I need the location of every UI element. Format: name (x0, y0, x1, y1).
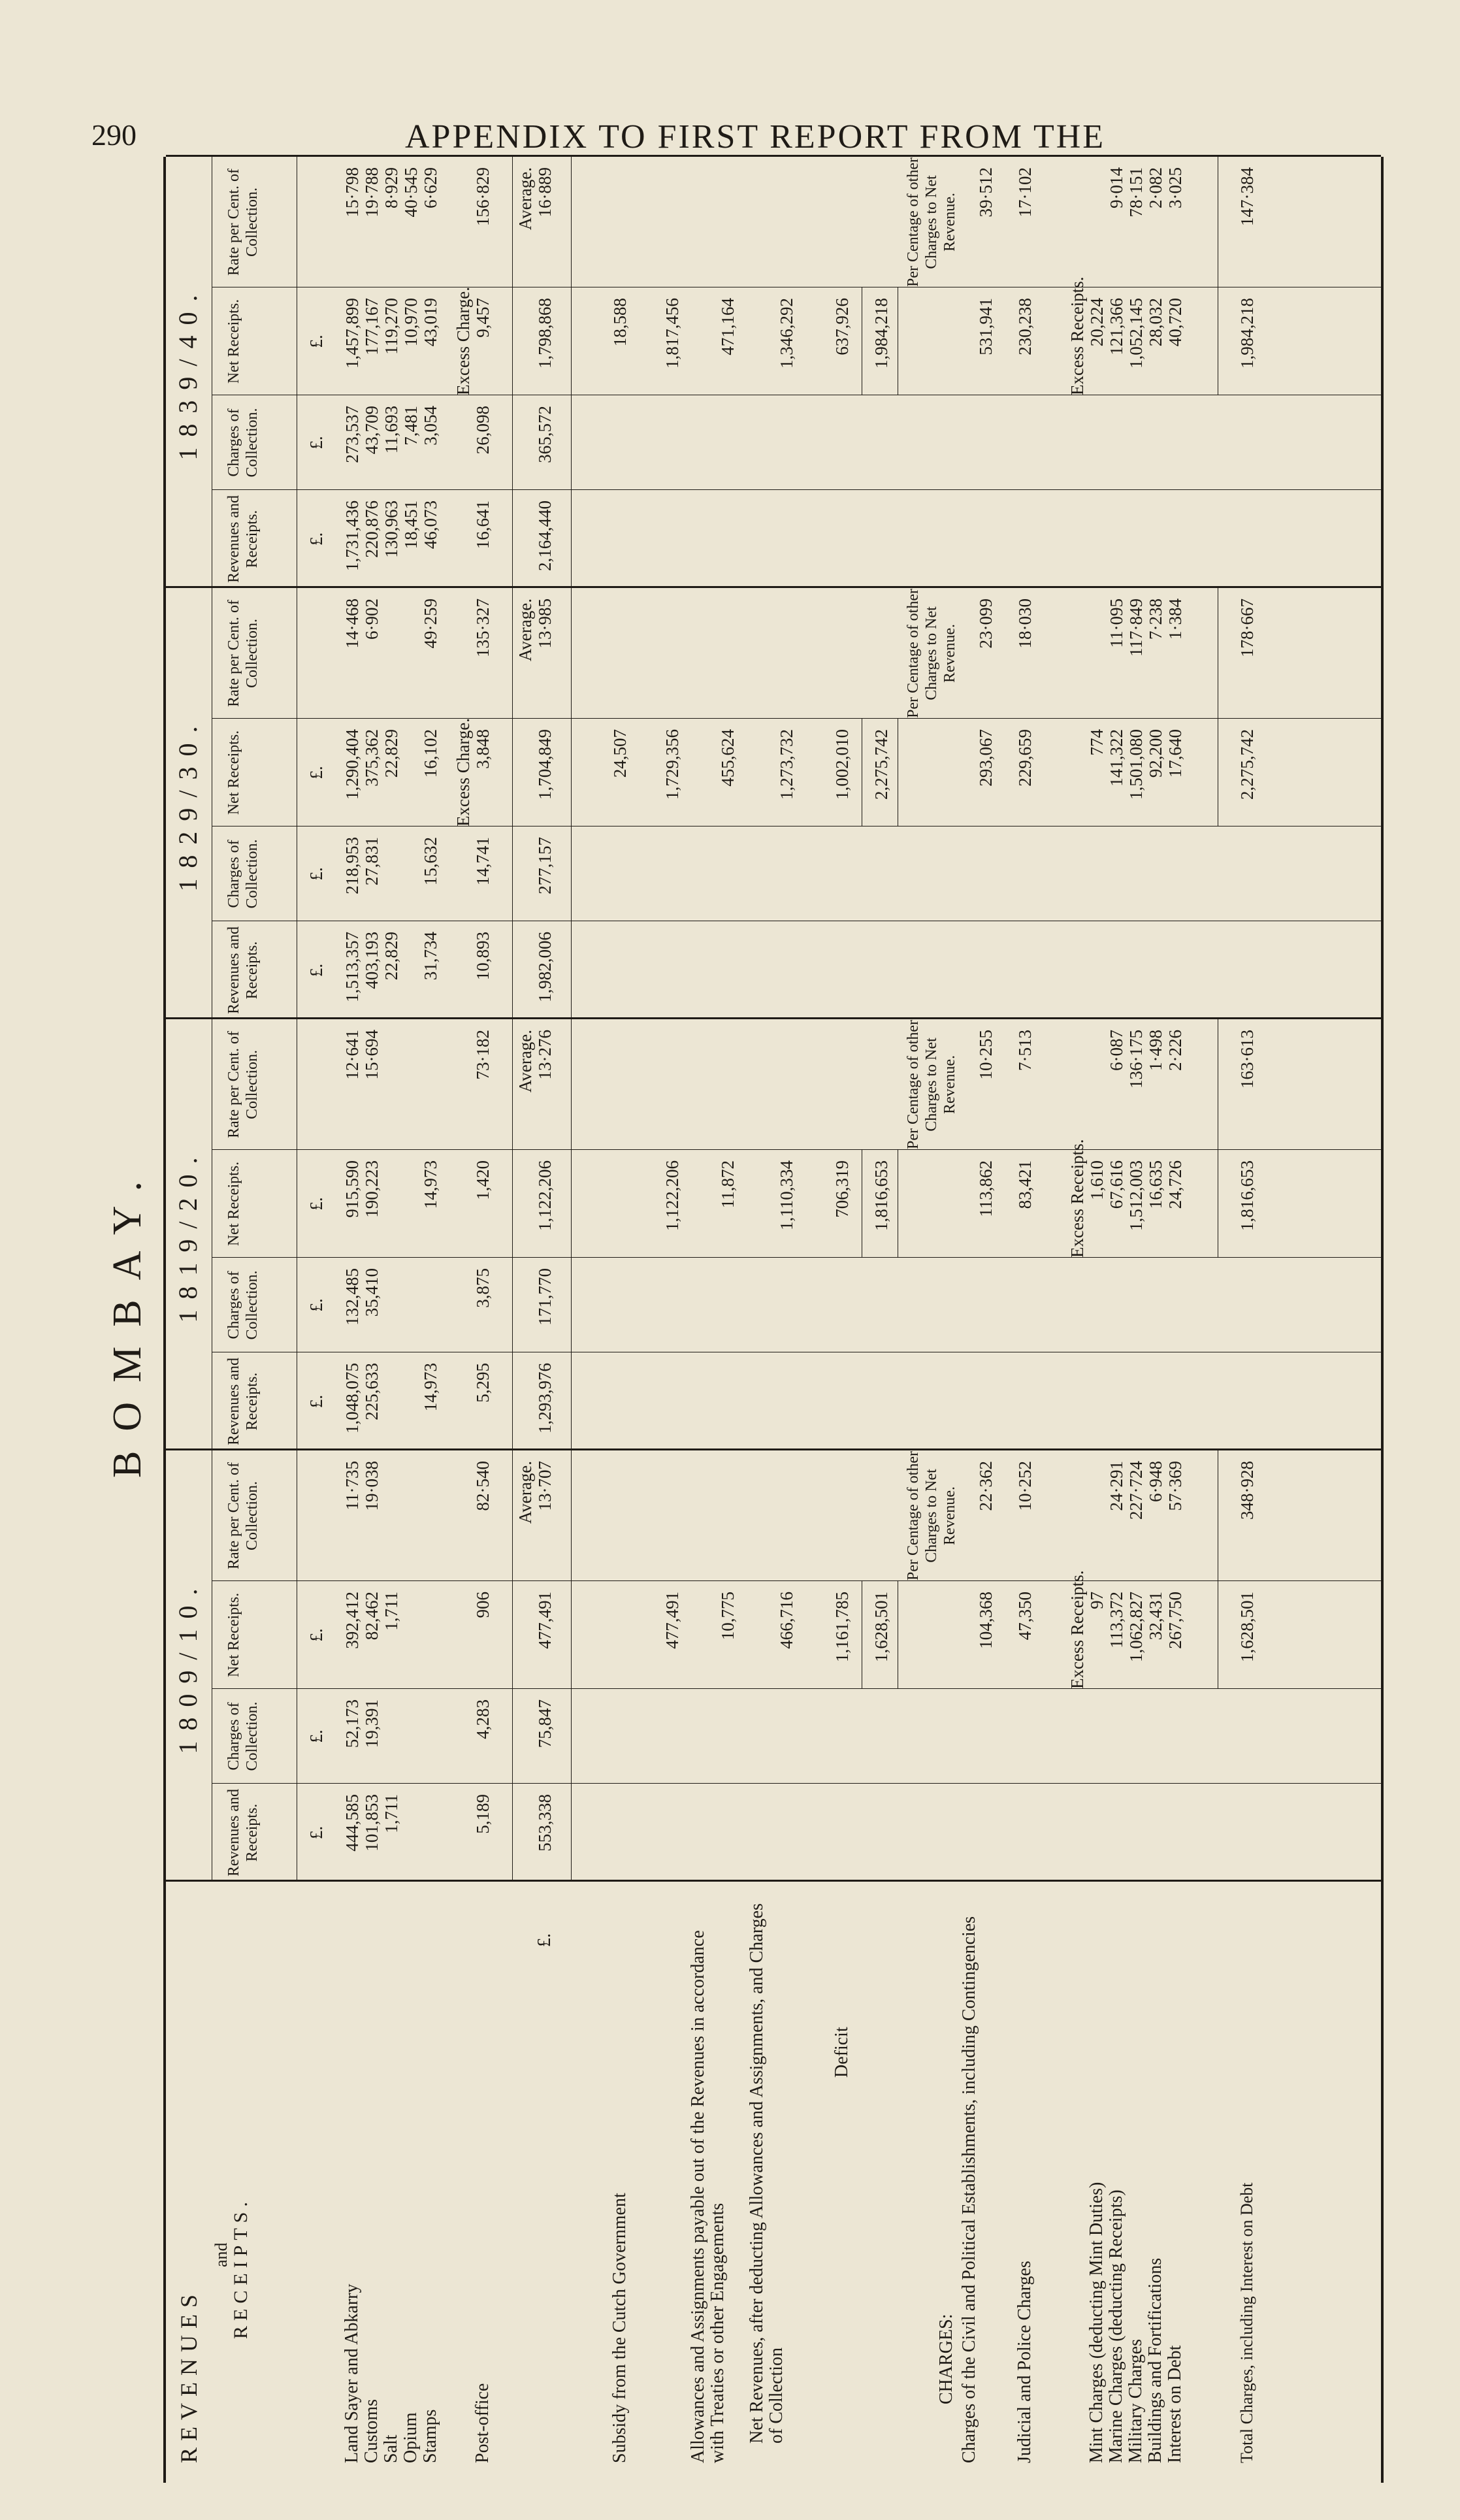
year-block (166, 155, 1381, 588)
after-subsidy-value: 477,491 (662, 1592, 682, 1649)
post-office-net: 3,848 (473, 729, 493, 769)
charge-pct-cell: 3·025 (1165, 167, 1185, 208)
column-header: Revenues and Receipts. (225, 495, 261, 583)
charge-pct-cell: 7·238 (1146, 598, 1165, 640)
total-charge: 277,157 (535, 837, 555, 894)
column-header: Rate per Cent. of Collection. (225, 600, 261, 707)
allowances-value: 11,872 (718, 1160, 738, 1209)
charge-pct-cell: 10·255 (976, 1030, 996, 1080)
deficit-value: 1,002,010 (832, 729, 852, 800)
post-office-net: 9,457 (473, 298, 493, 338)
net-cell: 43,019 (421, 298, 440, 347)
total-revenue: 1,982,006 (535, 932, 555, 1002)
average-rate: 13·276 (535, 1030, 555, 1080)
charge-pct-cell: 7·513 (1015, 1030, 1035, 1071)
year-block (166, 1448, 1381, 1882)
total-symbol: £. (534, 1933, 555, 1947)
column-header: Charges of Collection. (225, 408, 261, 478)
charge-net-cell: 1,052,145 (1126, 298, 1146, 368)
charge-pct-cell: 2·226 (1165, 1030, 1185, 1071)
column-header: Net Receipts. (225, 730, 242, 815)
per-centage-header: Per Centage of other Charges to Net Revenue. (905, 157, 958, 287)
rate-cell: 15·798 (342, 167, 362, 218)
per-centage-header: Per Centage of other Charges to Net Revenue. (905, 1020, 958, 1149)
charge-net-cell: 24,726 (1165, 1160, 1185, 1209)
total-charges-pct: 178·667 (1237, 598, 1257, 657)
total-bottom-rule (571, 1450, 572, 1882)
year-block (166, 586, 1381, 1019)
charge-pct-cell: 18·030 (1015, 598, 1035, 649)
net-revenues-value: 1,273,732 (777, 729, 796, 800)
average-rate: 13·707 (535, 1461, 555, 1511)
charge-pct-cell: 1·498 (1146, 1030, 1165, 1071)
charge-net-cell: 97 (1087, 1592, 1107, 1609)
net-revenues-value: 1,110,334 (777, 1160, 796, 1230)
unit-symbol: £. (306, 867, 326, 881)
post-office-charge: 3,875 (473, 1268, 493, 1308)
total-charge: 365,572 (535, 406, 555, 463)
total-net: 1,798,868 (535, 298, 555, 368)
charge-pct-cell: 136·175 (1126, 1030, 1146, 1088)
unit-symbol: £. (306, 766, 326, 779)
average-label: Average. (515, 598, 535, 662)
charge-cell: 19,391 (362, 1699, 381, 1748)
charge-pct-cell: 39·512 (976, 167, 996, 218)
stub-and: and (212, 2242, 231, 2267)
post-office-revenue: 10,893 (473, 932, 493, 981)
post-office-revenue: 16,641 (473, 500, 493, 549)
post-office-charge: 4,283 (473, 1699, 493, 1739)
charge-net-cell: 113,862 (976, 1160, 996, 1217)
total-charges-pct: 163·613 (1237, 1030, 1257, 1088)
charge-net-cell: 141,322 (1107, 729, 1126, 787)
total-net: 1,704,849 (535, 729, 555, 800)
total-rule (512, 157, 513, 588)
unit-symbol: £. (306, 1394, 326, 1409)
net-cell: 190,223 (362, 1160, 381, 1218)
unit-symbol: £. (306, 963, 326, 977)
charge-pct-cell: 17·102 (1015, 167, 1035, 218)
revenue-cell: 18,451 (401, 500, 421, 549)
subsidy-value: 24,507 (610, 729, 630, 778)
subsidy-label: Subsidy from the Cutch Government (609, 2193, 630, 2463)
charge-row-label: Judicial and Police Charges (1014, 2261, 1035, 2463)
revenue-row-label: Opium (400, 2412, 421, 2463)
total-rule (512, 1019, 513, 1450)
running-head: APPENDIX TO FIRST REPORT FROM THE (405, 118, 1106, 155)
charge-pct-cell: 6·087 (1107, 1030, 1126, 1071)
allowances-value: 455,624 (718, 729, 738, 787)
charge-cell: 15,632 (421, 837, 440, 886)
column-rule (212, 1783, 1381, 1784)
column-header: Net Receipts. (225, 299, 242, 384)
charge-net-cell: 104,368 (976, 1592, 996, 1649)
net-revenues-value: 466,716 (777, 1592, 796, 1649)
year-title: 1839/40. (173, 284, 203, 461)
post-office-charge: 14,741 (473, 837, 493, 886)
rate-cell: 14·468 (342, 598, 362, 649)
charge-net-cell: 121,366 (1107, 298, 1126, 355)
average-label: Average. (515, 1461, 535, 1524)
total-charges-value: 1,628,501 (1237, 1592, 1257, 1662)
charge-pct-cell: 9·014 (1107, 167, 1126, 208)
charge-net-cell: 32,431 (1146, 1592, 1165, 1641)
charge-cell: 43,709 (362, 406, 381, 455)
charge-net-cell: 293,067 (976, 729, 996, 787)
charge-net-cell: 28,032 (1146, 298, 1165, 347)
revenue-cell: 22,829 (381, 932, 401, 981)
total-net: 1,122,206 (535, 1160, 555, 1231)
column-header: Revenues and Receipts. (225, 926, 261, 1014)
revenue-row-label: Land Sayer and Abkarry (342, 2283, 362, 2463)
net-cell: 1,457,899 (342, 298, 362, 368)
total-revenue: 2,164,440 (535, 500, 555, 571)
deficit-value: 1,161,785 (832, 1592, 852, 1662)
rate-cell: 19·038 (362, 1461, 381, 1511)
after-subsidy-value: 1,122,206 (662, 1160, 682, 1231)
charge-cell: 3,054 (421, 406, 440, 446)
charge-cell: 132,485 (342, 1268, 362, 1326)
column-header: Charges of Collection. (225, 1701, 261, 1771)
revenue-cell: 403,193 (362, 932, 381, 989)
charge-pct-cell: 2·082 (1146, 167, 1165, 208)
revenue-table (163, 157, 1384, 2483)
revenue-row-label: Salt (381, 2434, 401, 2463)
page-number: 290 (91, 118, 137, 152)
charge-pct-cell: 78·151 (1126, 167, 1146, 218)
charge-pct-cell: 117·849 (1126, 598, 1146, 657)
revenue-cell: 1,731,436 (342, 500, 362, 571)
charge-pct-cell: 227·724 (1126, 1461, 1146, 1520)
post-office-net: 1,420 (473, 1160, 493, 1200)
average-label: Average. (515, 1030, 535, 1093)
balance-value: 1,984,218 (871, 298, 891, 368)
excess-receipts-label: Excess Receipts. (1067, 1570, 1087, 1689)
revenue-row-label: Stamps (420, 2409, 440, 2463)
after-subsidy-value: 1,729,356 (662, 729, 682, 800)
deficit-value: 706,319 (832, 1160, 852, 1218)
allowances-label: Allowances and Assignments payable out of the Revenues in accordance with Treaties or other Engagements (688, 1930, 728, 2463)
year-title: 1809/10. (173, 1578, 203, 1754)
allowances-value: 471,164 (718, 298, 738, 355)
column-rule (212, 1580, 1381, 1581)
charge-cell: 273,537 (342, 406, 362, 463)
net-cell: 16,102 (421, 729, 440, 778)
rate-cell: 8·929 (381, 167, 401, 208)
column-header: Rate per Cent. of Collection. (225, 1031, 261, 1138)
revenue-cell: 14,973 (421, 1363, 440, 1412)
total-rule (512, 588, 513, 1019)
charge-pct-cell: 22·362 (976, 1461, 996, 1511)
net-cell: 177,167 (362, 298, 381, 355)
total-bottom-rule (571, 157, 572, 588)
unit-symbol: £. (306, 335, 326, 348)
column-rule (212, 1257, 1381, 1258)
charge-net-cell: 267,750 (1165, 1592, 1185, 1649)
charge-net-cell: 17,640 (1165, 729, 1185, 778)
total-charges-value: 1,816,653 (1237, 1160, 1257, 1231)
balance-value: 1,628,501 (871, 1592, 891, 1662)
charge-cell: 35,410 (362, 1268, 381, 1317)
rate-cell: 12·641 (342, 1030, 362, 1080)
charges-title: CHARGES: (936, 2314, 956, 2404)
post-office-rate: 135·327 (473, 598, 493, 657)
average-rate: 16·889 (535, 167, 555, 218)
unit-symbol: £. (306, 1729, 326, 1743)
total-bottom-rule (571, 1019, 572, 1450)
per-centage-header: Per Centage of other Charges to Net Revenue. (905, 589, 958, 718)
unit-symbol: £. (306, 1825, 326, 1840)
post-office-net: 906 (473, 1592, 493, 1618)
charge-net-cell: 229,659 (1015, 729, 1035, 787)
revenue-cell: 225,633 (362, 1363, 381, 1420)
rotated-table (91, 157, 1385, 2483)
column-header: Rate per Cent. of Collection. (225, 169, 261, 276)
post-office-rate: 82·540 (473, 1461, 493, 1511)
charge-row-label: Military Charges (1126, 2338, 1146, 2463)
year-block (166, 1017, 1381, 1450)
charge-pct-cell: 57·369 (1165, 1461, 1185, 1511)
post-office-rate: 73·182 (473, 1030, 493, 1080)
charge-net-cell: 92,200 (1146, 729, 1165, 778)
unit-symbol: £. (306, 1298, 326, 1312)
revenue-cell: 1,513,357 (342, 932, 362, 1002)
total-charges-value: 1,984,218 (1237, 298, 1257, 368)
net-cell: 915,590 (342, 1160, 362, 1218)
stub-receipts-title: RECEIPTS. (230, 2197, 251, 2339)
net-cell: 375,362 (362, 729, 381, 787)
balance-value: 1,816,653 (871, 1160, 891, 1231)
unit-symbol: £. (306, 436, 326, 450)
row-labels (166, 1880, 1381, 2483)
average-label: Average. (515, 167, 535, 231)
charge-net-cell: 16,635 (1146, 1160, 1165, 1209)
column-header: Net Receipts. (225, 1592, 242, 1678)
post-office-revenue: 5,295 (473, 1363, 493, 1403)
total-charge: 171,770 (535, 1268, 555, 1326)
charge-pct-cell: 11·095 (1107, 598, 1126, 648)
charge-net-cell: 113,372 (1107, 1592, 1126, 1648)
revenue-row-label: Customs (361, 2398, 381, 2463)
column-rule (212, 718, 1381, 719)
column-rule (212, 1149, 1381, 1150)
revenue-cell: 46,073 (421, 500, 440, 549)
revenue-cell: 220,876 (362, 500, 381, 558)
charge-row-label: Buildings and Fortifications (1145, 2257, 1165, 2463)
total-charges-pct: 147·384 (1237, 167, 1257, 226)
total-net: 477,491 (535, 1592, 555, 1649)
excess-receipts-label: Excess Receipts. (1067, 1139, 1087, 1258)
per-centage-header: Per Centage of other Charges to Net Revenue. (905, 1451, 958, 1580)
average-rate: 13·985 (535, 598, 555, 649)
year-title: 1829/30. (173, 715, 203, 892)
column-header: Charges of Collection. (225, 1270, 261, 1340)
deficit-value: 637,926 (832, 298, 852, 355)
section-title: BOMBAY. (105, 1162, 150, 1478)
column-header: Net Receipts. (225, 1161, 242, 1247)
unit-symbol: £. (306, 532, 326, 546)
excess-receipts-label: Excess Receipts. (1067, 276, 1087, 395)
charge-cell: 218,953 (342, 837, 362, 894)
revenue-cell: 1,711 (381, 1794, 401, 1833)
total-charges-label: Total Charges, including Interest on Debt (1237, 2182, 1256, 2463)
charge-cell: 27,831 (362, 837, 381, 886)
charge-row-label: Mint Charges (deducting Mint Duties) (1086, 2182, 1107, 2463)
column-header: Charges of Collection. (225, 839, 261, 909)
post-office-charge: 26,098 (473, 406, 493, 455)
total-charge: 75,847 (535, 1699, 555, 1748)
net-cell: 1,290,404 (342, 729, 362, 800)
rate-cell: 15·694 (362, 1030, 381, 1080)
charge-cell: 11,693 (381, 406, 401, 454)
rate-cell: 11·735 (342, 1461, 362, 1511)
deficit-label: Deficit (832, 2027, 852, 2078)
charge-cell: 7,481 (401, 406, 421, 446)
column-header: Revenues and Receipts. (225, 1358, 261, 1445)
balance-value: 2,275,742 (871, 729, 891, 800)
post-office-label: Post-office (472, 2383, 493, 2463)
charge-net-cell: 40,720 (1165, 298, 1185, 347)
net-cell: 392,412 (342, 1592, 362, 1649)
revenue-cell: 101,853 (362, 1794, 381, 1852)
unit-symbol: £. (306, 1197, 326, 1211)
charge-row-label: Interest on Debt (1165, 2345, 1185, 2463)
charge-row-label: Marine Charges (deducting Receipts) (1106, 2189, 1126, 2463)
net-cell: 10,970 (401, 298, 421, 347)
allowances-value: 10,775 (718, 1592, 738, 1641)
net-cell: 119,270 (381, 298, 401, 355)
revenue-cell: 1,048,075 (342, 1363, 362, 1433)
charge-net-cell: 774 (1087, 729, 1107, 756)
subsidy-value: 18,588 (610, 298, 630, 347)
total-charges-pct: 348·928 (1237, 1461, 1257, 1520)
post-office-revenue: 5,189 (473, 1794, 493, 1834)
net-cell: 82,462 (362, 1592, 381, 1641)
charge-net-cell: 83,421 (1015, 1160, 1035, 1209)
charge-net-cell: 230,238 (1015, 298, 1035, 355)
total-bottom-rule (571, 588, 572, 1019)
excess-charge-label: Excess Charge. (453, 718, 473, 826)
net-cell: 14,973 (421, 1160, 440, 1209)
after-subsidy-value: 1,817,456 (662, 298, 682, 368)
net-cell: 22,829 (381, 729, 401, 778)
rate-cell: 40·545 (401, 167, 421, 218)
total-revenue: 553,338 (535, 1794, 555, 1852)
column-header: Rate per Cent. of Collection. (225, 1462, 261, 1569)
net-revenues-label: Net Revenues, after deducting Allowances and Assignments, and Charges of Collection (747, 1903, 787, 2444)
revenue-cell: 130,963 (381, 500, 401, 558)
charge-pct-cell: 10·252 (1015, 1461, 1035, 1511)
charge-pct-cell: 23·099 (976, 598, 996, 649)
revenue-cell: 31,734 (421, 932, 440, 981)
unit-symbol: £. (306, 1628, 326, 1642)
charge-net-cell: 1,062,827 (1126, 1592, 1146, 1662)
column-header: Revenues and Receipts. (225, 1789, 261, 1876)
charge-net-cell: 1,610 (1087, 1160, 1107, 1200)
rate-cell: 19·788 (362, 167, 381, 218)
charge-net-cell: 67,616 (1107, 1160, 1126, 1209)
charge-net-cell: 47,350 (1015, 1592, 1035, 1641)
excess-charge-label: Excess Charge. (453, 287, 473, 395)
year-title: 1819/20. (173, 1147, 203, 1323)
charge-net-cell: 1,512,003 (1126, 1160, 1146, 1231)
charge-net-cell: 531,941 (976, 298, 996, 355)
rate-cell: 6·902 (362, 598, 381, 640)
charge-pct-cell: 24·291 (1107, 1461, 1126, 1511)
charge-cell: 52,173 (342, 1699, 362, 1748)
stub-group-title: REVENUES (176, 2288, 202, 2463)
net-cell: 1,711 (381, 1592, 401, 1631)
total-charges-value: 2,275,742 (1237, 729, 1257, 800)
total-revenue: 1,293,976 (535, 1363, 555, 1433)
net-revenues-value: 1,346,292 (777, 298, 796, 368)
charge-pct-cell: 6·948 (1146, 1461, 1165, 1502)
revenue-cell: 444,585 (342, 1794, 362, 1852)
total-rule (512, 1450, 513, 1882)
rate-cell: 49·259 (421, 598, 440, 649)
rate-cell: 6·629 (421, 167, 440, 208)
post-office-rate: 156·829 (473, 167, 493, 226)
charge-row-label: Charges of the Civil and Political Establishments, including Contingencies (959, 1916, 979, 2463)
charge-net-cell: 20,224 (1087, 298, 1107, 347)
charge-pct-cell: 1·384 (1165, 598, 1185, 640)
charge-net-cell: 1,501,080 (1126, 729, 1146, 800)
